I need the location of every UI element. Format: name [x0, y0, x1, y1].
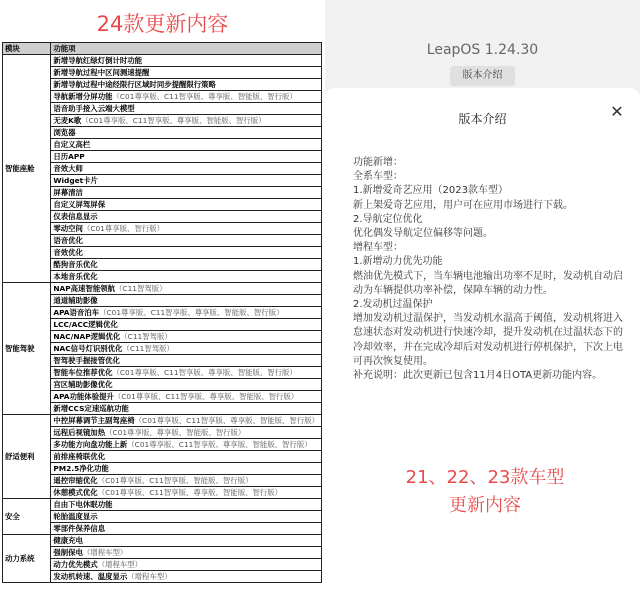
module-cell: 智能驾驶: [3, 283, 51, 415]
feature-cell: [51, 475, 322, 487]
feature-versions: （C11智驾版）: [115, 283, 167, 293]
feature-name: 仪表信息显示: [53, 211, 98, 221]
feature-cell: [51, 511, 322, 523]
table-row: [3, 319, 322, 331]
table-row: [3, 355, 322, 367]
module-cell: 舒适便利: [3, 415, 51, 499]
feature-name: LCC/ACC逻辑优化: [53, 319, 118, 329]
feature-cell: [51, 367, 322, 379]
table-row: [3, 223, 322, 235]
table-row: [3, 391, 322, 403]
release-notes: [353, 156, 628, 383]
feature-cell: [51, 451, 322, 463]
feature-cell: [51, 319, 322, 331]
feature-cell: [51, 403, 322, 415]
module-cell: 智能座舱: [3, 55, 51, 283]
feature-versions: （C01尊享版、尊享版、智能版、智行版）: [105, 427, 246, 437]
feature-cell: [51, 235, 322, 247]
feature-cell: [51, 439, 322, 451]
feature-cell: [51, 247, 322, 259]
table-row: [3, 499, 322, 511]
note-line: 1.新增动力优先功能: [353, 256, 443, 268]
table-row: [3, 127, 322, 139]
table-row: [3, 463, 322, 475]
feature-cell: [51, 307, 322, 319]
sheet-title: 版本介绍: [458, 112, 507, 126]
feature-versions: （C01尊享版、C11智享版、尊享版、智能版、智行版）: [112, 91, 297, 101]
table-row: [3, 415, 322, 427]
feature-cell: [51, 523, 322, 535]
feature-name: 强制保电: [53, 547, 83, 557]
feature-versions: （增程车型）: [97, 559, 143, 569]
feature-versions: （C01尊享版、C11智享版、尊享版、智能版、智行版）: [81, 115, 266, 125]
feature-cell: [51, 175, 322, 187]
feature-versions: （C01尊享版、C11智享版、尊享版、智能版、智行版）: [97, 487, 283, 497]
feature-cell: [51, 415, 322, 427]
table-row: [3, 187, 322, 199]
table-row: [3, 175, 322, 187]
feature-cell: [51, 571, 322, 583]
table-row: [3, 547, 322, 559]
table-row: [3, 283, 322, 295]
feature-versions: （C01尊享版、C11智享版、尊享版、智能版、智行版）: [112, 367, 297, 377]
feature-name: 多功能方向盘功能上新: [53, 439, 128, 449]
feature-name: 轮胎温度显示: [53, 511, 98, 521]
table-row: [3, 403, 322, 415]
table-row: [3, 487, 322, 499]
feature-versions: （C01尊享版、C11智享版、智能版、智行版）: [97, 475, 253, 485]
feature-cell: [51, 427, 322, 439]
table-row: [3, 367, 322, 379]
feature-name: 浏览器: [53, 127, 76, 137]
note-line: 燃油优先模式下，当车辆电池输出功率不足时，发动机自动启动为车辆提供功率补偿，保障车辆的动力性。: [353, 270, 623, 296]
feature-cell: [51, 91, 322, 103]
feature-cell: [51, 79, 322, 91]
left-title: 24款更新内容: [96, 12, 229, 36]
note-line: 功能新增：: [353, 157, 403, 168]
feature-cell: [51, 187, 322, 199]
feature-cell: [51, 391, 322, 403]
table-row: [3, 535, 322, 547]
feature-name: 远程后视镜加热: [53, 427, 106, 437]
feature-cell: [51, 103, 322, 115]
feature-cell: [51, 355, 322, 367]
table-row: [3, 67, 322, 79]
note-line: 2.发动机过温保护: [353, 299, 433, 311]
table-row: [3, 139, 322, 151]
note-line: 全系车型：: [353, 171, 403, 183]
feature-versions: （C01尊享版、C11智享版、尊享版、智能版、智行版）: [99, 307, 284, 317]
feature-cell: [51, 379, 322, 391]
feature-name: 语音优化: [53, 235, 83, 245]
feature-versions: （C11智驾版）: [120, 331, 172, 341]
feature-cell: [51, 499, 322, 511]
table-row: [3, 475, 322, 487]
table-row: [3, 79, 322, 91]
table-row: [3, 199, 322, 211]
note-line: 增加发动机过温保护，当发动机水温高于阈值，发动机将进入怠速状态对发动机进行快速冷却，提升发动机在过温状态下的冷却效率，并在完成冷却后对发动机进行停机保护，下次上电可再次恢复使用。: [353, 313, 623, 367]
feature-name: 无麦K歌: [53, 115, 82, 125]
feature-name: 语音助手接入云端大模型: [53, 103, 135, 113]
feature-cell: [51, 295, 322, 307]
feature-name: PM2.5净化功能: [53, 463, 109, 473]
feature-cell: [51, 55, 322, 67]
note-line: 2.导航定位优化: [353, 213, 423, 225]
feature-name: NAP高速智能领航: [53, 283, 116, 293]
feature-name: 休憩模式优化: [53, 487, 98, 497]
table-body: [3, 55, 322, 583]
feature-cell: [51, 259, 322, 271]
caption-line-2: 更新内容: [449, 495, 521, 516]
feature-name: 新增导航过程中区间测速提醒: [53, 67, 150, 77]
os-version: LeapOS 1.24.30: [426, 42, 539, 58]
right-panel: [325, 0, 640, 603]
feature-cell: [51, 343, 322, 355]
feature-name: 宫区辅助影像优化: [53, 379, 113, 389]
note-line: 补充说明：此次更新已包含11月4日OTA更新功能内容。: [353, 370, 603, 382]
feature-name: 新增CCS定速巡航功能: [53, 403, 129, 413]
table-row: [3, 151, 322, 163]
feature-cell: [51, 199, 322, 211]
feature-versions: （C01尊享版、C11智享版、尊享版、智能版、智行版）: [113, 391, 299, 401]
feature-name: 智能车位推荐优化: [53, 367, 113, 377]
note-line: 1.新增爱奇艺应用（2023款车型）: [353, 185, 508, 197]
table-row: [3, 103, 322, 115]
table-row: [3, 523, 322, 535]
version-intro-button[interactable]: 版本介绍: [450, 66, 515, 86]
table-row: [3, 91, 322, 103]
table-row: [3, 439, 322, 451]
feature-cell: [51, 163, 322, 175]
feature-cell: [51, 463, 322, 475]
feature-name: 酷狗音乐优化: [53, 259, 98, 269]
feature-name: 零动空间: [53, 223, 83, 233]
caption: [365, 464, 605, 520]
feature-name: 新增导航红绿灯倒计时功能: [53, 55, 143, 65]
feature-cell: [51, 283, 322, 295]
feature-name: 自定义高栏: [53, 139, 91, 149]
feature-name: 自定义屏驾屏保: [53, 199, 106, 209]
feature-name: 音效优化: [53, 247, 83, 257]
feature-cell: [51, 271, 322, 283]
note-line: 增程车型：: [353, 242, 403, 254]
feature-versions: （C01尊享版、智行版）: [82, 223, 165, 233]
feature-cell: [51, 115, 322, 127]
table-row: [3, 115, 322, 127]
table-row: [3, 343, 322, 355]
table-row: [3, 295, 322, 307]
feature-name: 健康充电: [53, 535, 83, 545]
feature-name: Widget卡片: [53, 175, 98, 185]
feature-name: 本地音乐优化: [53, 271, 98, 281]
feature-cell: [51, 487, 322, 499]
note-line: 新上架爱奇艺应用，用户可在应用市场进行下载。: [353, 199, 573, 211]
feature-name: 道道辅助影像: [53, 295, 98, 305]
close-icon[interactable]: ✕: [610, 102, 624, 121]
feature-cell: [51, 535, 322, 547]
table-header: [3, 43, 322, 55]
feature-name: 中控屏幕调节主副驾座椅: [53, 415, 135, 425]
table-row: [3, 379, 322, 391]
feature-name: 遥控帘缩优化: [53, 475, 98, 485]
feature-cell: [51, 547, 322, 559]
feature-name: 发动机转速、温度显示: [53, 571, 128, 581]
feature-cell: [51, 139, 322, 151]
table-row: [3, 211, 322, 223]
feature-cell: [51, 223, 322, 235]
feature-name: 前排座椅联优化: [53, 451, 106, 461]
table-row: [3, 247, 322, 259]
feature-name: NAC信号灯识别优化: [53, 343, 123, 353]
table-row: [3, 511, 322, 523]
feature-name: NAC/NAP逻辑优化: [53, 331, 121, 341]
table-row: [3, 55, 322, 67]
feature-versions: （增程车型）: [82, 547, 128, 557]
feature-cell: [51, 67, 322, 79]
feature-table: [2, 42, 322, 583]
feature-name: 音效大师: [53, 163, 83, 173]
feature-name: 导航新增分屏功能: [53, 91, 113, 101]
table-row: [3, 451, 322, 463]
version-sheet: [325, 88, 640, 603]
feature-name: 零部件保养信息: [53, 523, 106, 533]
feature-cell: [51, 151, 322, 163]
table-row: [3, 571, 322, 583]
note-line: 优化偶发导航定位偏移等问题。: [353, 228, 493, 240]
caption-line-1: 21、22、23款车型: [405, 467, 565, 488]
table-row: [3, 427, 322, 439]
feature-name: 新增导航过程中途经限行区域时同步提醒限行策略: [53, 79, 216, 89]
table-row: [3, 235, 322, 247]
feature-cell: [51, 331, 322, 343]
module-cell: 动力系统: [3, 535, 51, 583]
feature-versions: （C01尊享版、C11智享版、尊享版、智能版、智行版）: [127, 439, 312, 449]
module-cell: 安全: [3, 499, 51, 535]
table-row: [3, 271, 322, 283]
header-module: 模块: [3, 43, 51, 55]
feature-cell: [51, 559, 322, 571]
feature-name: 日历APP: [53, 151, 85, 161]
table-row: [3, 163, 322, 175]
feature-versions: （增程车型）: [127, 571, 172, 581]
feature-name: 屏幕清洁: [53, 187, 83, 197]
feature-name: APA功能体验提升: [53, 391, 114, 401]
feature-cell: [51, 211, 322, 223]
table-row: [3, 259, 322, 271]
feature-versions: （C01尊享版、C11智享版、尊享版、智能版、智行版）: [134, 415, 319, 425]
feature-name: APA语音泊车: [53, 307, 100, 317]
feature-name: 自由下电休眠功能: [53, 499, 113, 509]
feature-name: 动力优先模式: [53, 559, 98, 569]
table-row: [3, 307, 322, 319]
header-feature: 功能项: [51, 43, 322, 55]
feature-cell: [51, 127, 322, 139]
table-row: [3, 331, 322, 343]
feature-name: 智驾驶手握接管优化: [53, 355, 120, 365]
table-row: [3, 559, 322, 571]
feature-versions: （C11智驾版）: [122, 343, 174, 353]
